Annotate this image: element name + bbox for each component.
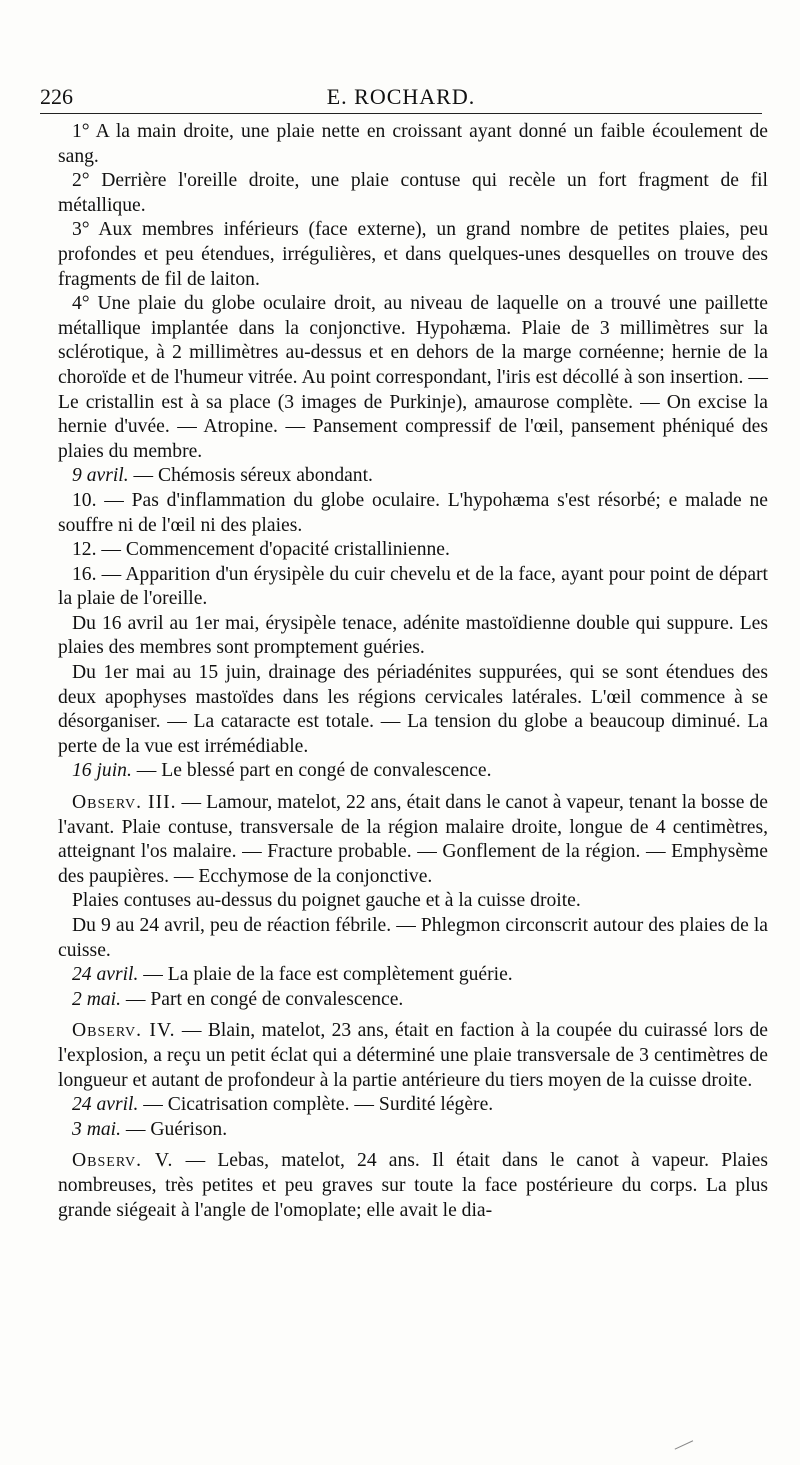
date-lead: 9 avril.: [72, 465, 129, 487]
paragraph-text: Plaies contuses au-dessus du poignet gauche et à la cuisse droite.: [72, 890, 581, 912]
paragraph-text: 10. — Pas d'inflammation du globe oculaire. L'hypohæma s'est résorbé; e malade ne souffre ni de l'œil ni des plaies.: [58, 489, 768, 536]
observation-iii: [58, 791, 768, 889]
observation-v: [58, 1149, 768, 1223]
observation-lead: Observ. III.: [72, 792, 177, 814]
paragraph-text: 12. — Commencement d'opacité cristallinienne.: [72, 539, 450, 561]
paragraph-text: 1° A la main droite, une plaie nette en croissant ayant donné un faible écoulement de sang.: [58, 121, 768, 167]
paragraph-text: — Lebas, matelot, 24 ans. Il était dans le canot à vapeur. Plaies nombreuses, très petites et peu graves sur toute la face postérieure du corps. La plus grande siégeait à l'angle de l'omoplate; elle avait le dia-: [58, 1150, 768, 1221]
stray-ink-mark: [675, 1440, 698, 1458]
paragraph-text: Du 16 avril au 1er mai, érysipèle tenace, adénite mastoïdienne double qui suppure. Les plaies des membres sont promptement guéries.: [58, 612, 768, 659]
paragraph-text: — Part en congé de convalescence.: [120, 988, 404, 1010]
entry-16: [58, 563, 768, 612]
date-lead: 3 mai.: [72, 1118, 121, 1140]
running-title: E. ROCHARD.: [326, 84, 476, 109]
date-lead: 16 juin.: [72, 760, 132, 782]
date-lead: 24 avril.: [72, 1094, 139, 1116]
paragraph-text: — Chémosis séreux abondant.: [128, 465, 373, 487]
observation-lead: Observ. V.: [72, 1150, 174, 1172]
paragraph-text: — La plaie de la face est complètement guérie.: [138, 964, 513, 986]
paragraph-text: — Blain, matelot, 23 ans, était en faction à la coupée du cuirassé lors de l'explosion, a reçu un petit éclat qui a déterminé une plaie transversale de 3 centimètres de longueur et autant de profondeur à la partie antérieure du tiers moyen de la cuisse droite.: [58, 1020, 768, 1091]
item-4: [58, 292, 768, 464]
paragraph-text: 3° Aux membres inférieurs (face externe), un grand nombre de petites plaies, peu profondes et peu étendues, irrégulières, et dans quelques-unes desquelles on trouve des fragments de fil de laiton.: [58, 219, 768, 290]
paragraph-text: 4° Une plaie du globe oculaire droit, au niveau de laquelle on a trouvé une paillette métallique implantée dans la conjonctive. Hypohæma. Plaie de 3 millimètres sur la sclérotique, à 2 millimètres au-dessus et en dehors de la marge cornéenne; hernie de la choroïde et de l'humeur vitrée. Au point correspondant, l'iris est décollé à son insertion. — Le cristallin est à sa place (3 images de Purkinje), amaurose complète. — On excise la hernie d'uvée. — Atropine. — Pansement compressif de l'œil, pansement phéniqué des plaies du membre.: [58, 293, 768, 462]
paragraph-text: Du 1er mai au 15 juin, drainage des périadénites suppurées, qui se sont étendues des deux apophyses mastoïdes dans les régions cervicales latérales. L'œil commence à se désorganiser. — La cataracte est totale. — La tension du globe a beaucoup diminué. La perte de la vue est irrémédiable.: [58, 662, 768, 757]
header-rule: [40, 113, 762, 114]
paragraph-text: Du 9 au 24 avril, peu de réaction fébrile. — Phlegmon circonscrit autour des plaies de la cuisse.: [58, 915, 768, 961]
obs-iii-9-24-avril: [58, 914, 768, 963]
entry-12: [58, 538, 768, 563]
paragraph-text: 2° Derrière l'oreille droite, une plaie contuse qui recèle un fort fragment de fil métallique.: [58, 170, 768, 216]
item-2: [58, 169, 768, 218]
obs-iii-24-avril: [58, 963, 768, 988]
item-3: [58, 218, 768, 292]
paragraph-text: — Cicatrisation complète. — Surdité légère.: [138, 1094, 494, 1116]
paragraph-text: — Lamour, matelot, 22 ans, était dans le canot à vapeur, tenant la bosse de l'avant. Plaie contuse, transversale de la région malaire droite, longue de 4 centimètres, atteignant l'os malaire. — Fracture probable. — Gonflement de la région. — Emphysème des paupières. — Ecchymose de la conjonctive.: [58, 792, 768, 887]
date-lead: 24 avril.: [72, 964, 139, 986]
date-lead: 2 mai.: [72, 988, 121, 1010]
observation-iv: [58, 1019, 768, 1093]
entry-16-avril-1er-mai: [58, 612, 768, 661]
obs-iii-plaies: [58, 889, 768, 914]
item-1: [58, 120, 768, 169]
page-number: 226: [40, 84, 73, 109]
paragraph-text: — Le blessé part en congé de convalescence.: [131, 760, 492, 782]
entry-16-juin: [58, 759, 768, 784]
obs-iv-3-mai: [58, 1118, 768, 1143]
observation-lead: Observ. IV.: [72, 1020, 176, 1042]
paragraph-text: 16. — Apparition d'un érysipèle du cuir chevelu et de la face, ayant pour point de départ la plaie de l'oreille.: [58, 563, 768, 610]
paragraph-text: — Guérison.: [120, 1118, 228, 1140]
entry-1er-mai-15-juin: [58, 661, 768, 759]
running-header: [40, 84, 762, 110]
page-body: [58, 120, 768, 1223]
entry-10: [58, 489, 768, 538]
entry-9-avril: [58, 464, 768, 489]
obs-iv-24-avril: [58, 1093, 768, 1118]
obs-iii-2-mai: [58, 988, 768, 1013]
